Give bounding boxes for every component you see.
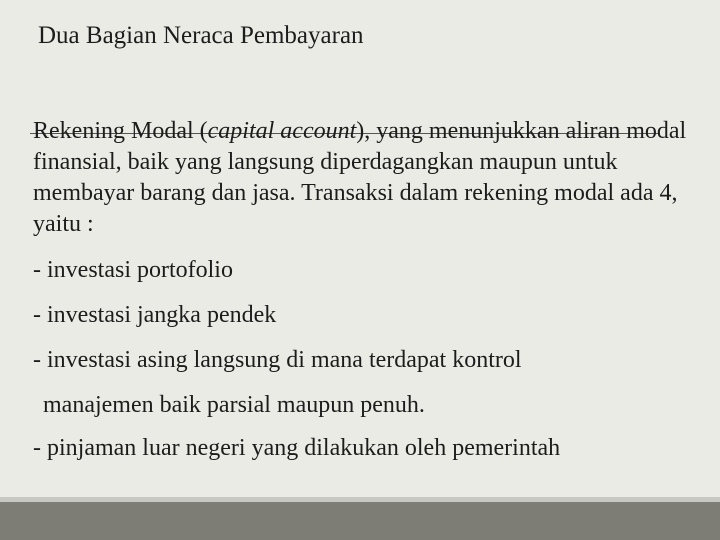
list-item: - pinjaman luar negeri yang dilakukan oleh pemerintah [33, 435, 561, 461]
paragraph-emphasis: capital account [207, 118, 357, 144]
slide-title: Dua Bagian Neraca Pembayaran [38, 22, 364, 49]
intro-paragraph [33, 116, 703, 240]
list-item: - investasi jangka pendek [33, 302, 277, 328]
list-item: - investasi portofolio [33, 257, 233, 283]
paragraph-rest: ), yang menunjukkan aliran modal finansial, baik yang langsung diperdagangkan maupun untuk membayar barang dan jasa. Transaksi dalam rekening modal ada 4, yaitu : [33, 118, 687, 237]
footer-band [0, 502, 720, 540]
paragraph-lead: Rekening Modal ( [33, 118, 208, 144]
list-item: - investasi asing langsung di mana terdapat kontrol [33, 347, 522, 373]
list-item-continuation: manajemen baik parsial maupun penuh. [43, 392, 425, 418]
slide-body [33, 116, 703, 461]
